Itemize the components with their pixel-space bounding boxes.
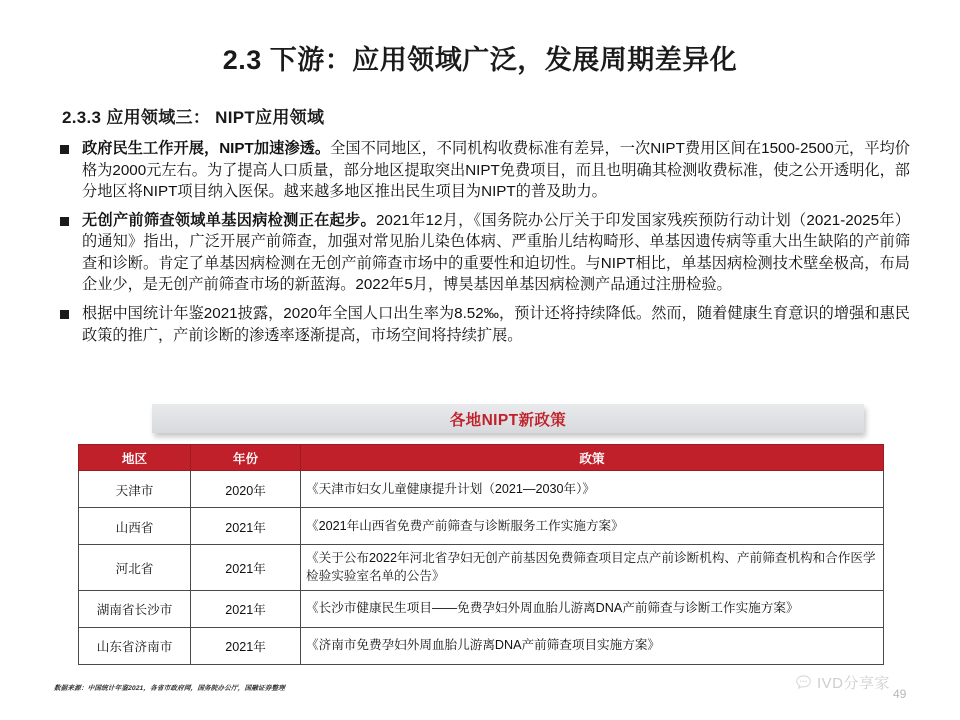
bullet-body-text: 2021年12月，《国务院办公厅关于印发国家残疾预防行动计划（2021-2025年）的通知》指出，广泛开展产前筛查，加强对常见胎儿染色体病、严重胎儿结构畸形、单基因遗传病等重大出生缺陷的产前筛查和诊断。肯定了单基因病检测在无创产前筛查市场中的重要性和迫切性。与NIPT相比，单基因病检测技术壁垒极高，布局企业少，是无创产前筛查市场的新蓝海。2022年5月，博昊基因单基因病检测产品通过注册检验。 xyxy=(82,211,910,294)
cell-year: 2021年 xyxy=(191,590,301,627)
bullet-paragraph xyxy=(82,210,910,296)
square-bullet-icon xyxy=(60,145,69,154)
cell-region: 河北省 xyxy=(79,545,191,591)
bullet-body-text: 根据中国统计年鉴2021披露，2020年全国人口出生率为8.52‰，预计还将持续降低。然而，随着健康生育意识的增强和惠民政策的推广，产前诊断的渗透率逐渐提高，市场空间将持续扩展。 xyxy=(82,305,910,344)
bullet-lead-text: 政府民生工作开展，NIPT加速渗透。 xyxy=(82,140,331,157)
cell-region: 山东省济南市 xyxy=(79,627,191,664)
policy-table xyxy=(78,444,884,665)
cell-region: 湖南省长沙市 xyxy=(79,590,191,627)
source-note: 数据来源：中国统计年鉴2021，各省市政府网，国务院办公厅，国融证券整理 xyxy=(53,685,286,692)
column-header-year: 年份 xyxy=(191,445,301,471)
cell-region: 山西省 xyxy=(79,508,191,545)
bullet-item xyxy=(60,138,910,203)
table-header xyxy=(79,445,884,471)
watermark xyxy=(795,672,890,693)
table-row xyxy=(79,508,884,545)
cell-year: 2021年 xyxy=(191,508,301,545)
bullet-lead-text: 无创产前筛查领域单基因病检测正在起步。 xyxy=(82,211,376,229)
cell-year: 2021年 xyxy=(191,627,301,664)
cell-policy: 《天津市妇女儿童健康提升计划（2021—2030年）》 xyxy=(301,471,884,508)
cell-year: 2021年 xyxy=(191,545,301,591)
column-header-region: 地区 xyxy=(79,445,191,471)
cell-year: 2020年 xyxy=(191,471,301,508)
table-row xyxy=(79,471,884,508)
cell-policy: 《2021年山西省免费产前筛查与诊断服务工作实施方案》 xyxy=(301,508,884,545)
cell-policy: 《长沙市健康民生项目——免费孕妇外周血胎儿游离DNA产前筛查与诊断工作实施方案》 xyxy=(301,590,884,627)
bullet-paragraph xyxy=(82,303,910,346)
square-bullet-icon xyxy=(60,310,69,319)
bullet-paragraph xyxy=(82,138,910,203)
table-header-row xyxy=(79,445,884,471)
column-header-policy: 政策 xyxy=(301,445,884,471)
page-title: 2.3 下游：应用领域广泛，发展周期差异化 xyxy=(222,45,738,75)
table-body xyxy=(79,471,884,665)
table-row xyxy=(79,627,884,664)
table-caption-text: 各地NIPT新政策 xyxy=(449,411,567,429)
policy-table-container xyxy=(78,444,883,665)
table-caption-banner xyxy=(152,404,864,433)
bullet-body-text: 全国不同地区，不同机构收费标准有差异，一次NIPT费用区间在1500-2500元，平均价格为2000元左右。为了提高人口质量，部分地区提取突出NIPT免费项目，而且也明确其检测收费标准，使之公开透明化，部分地区将NIPT项目纳入医保。越来越多地区推出民生项目为NIPT的普及助力。 xyxy=(82,140,910,201)
section-subheading: 2.3.3 应用领域三： NIPT应用领域 xyxy=(62,108,325,127)
cell-policy: 《济南市免费孕妇外周血胎儿游离DNA产前筛查项目实施方案》 xyxy=(301,627,884,664)
bullet-item xyxy=(60,210,910,296)
watermark-label: IVD分享家 xyxy=(817,675,891,692)
table-row xyxy=(79,545,884,591)
speech-bubble-icon xyxy=(795,674,812,691)
square-bullet-icon xyxy=(60,217,69,226)
cell-region: 天津市 xyxy=(79,471,191,508)
page-number: 49 xyxy=(893,687,907,701)
bullet-item xyxy=(60,303,910,346)
table-row xyxy=(79,590,884,627)
body-bullet-list xyxy=(60,138,910,353)
cell-policy: 《关于公布2022年河北省孕妇无创产前基因免费筛查项目定点产前诊断机构、产前筛查机构和合作医学检验实验室名单的公告》 xyxy=(301,545,884,591)
